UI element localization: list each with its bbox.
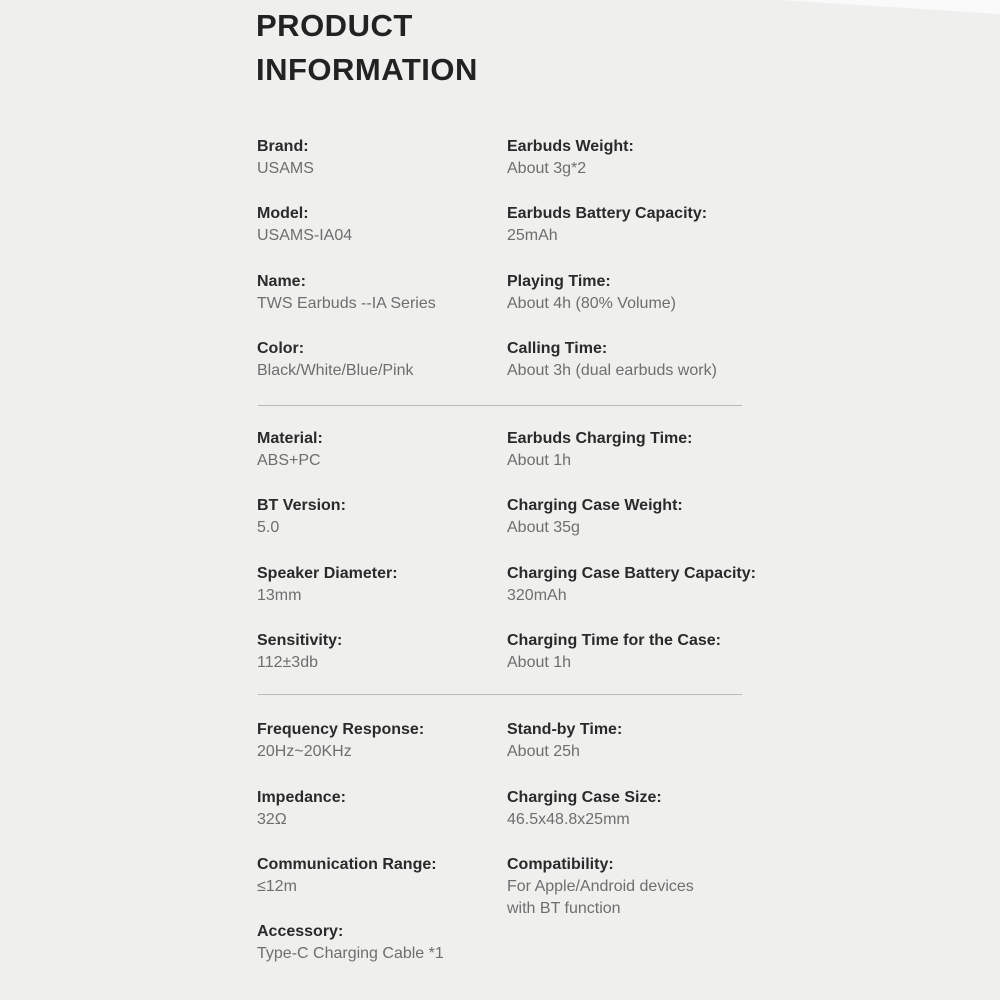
spec-name <box>257 271 436 315</box>
spec-value: About 3h (dual earbuds work) <box>507 362 717 379</box>
spec-communication-range <box>257 854 437 898</box>
spec-label: Sensitivity: <box>257 632 343 649</box>
spec-label: Earbuds Charging Time: <box>507 430 693 447</box>
spec-label: Playing Time: <box>507 273 611 290</box>
page-title-line-1: PRODUCT <box>256 8 413 43</box>
spec-label: Name: <box>257 273 306 290</box>
spec-label: Charging Case Weight: <box>507 497 683 514</box>
spec-accessory <box>257 921 444 965</box>
spec-value: 112±3db <box>257 654 318 671</box>
spec-charging-time-for-case <box>507 630 721 674</box>
spec-value: 320mAh <box>507 587 567 604</box>
spec-earbuds-charging-time <box>507 428 693 472</box>
spec-value: About 4h (80% Volume) <box>507 295 676 312</box>
spec-value: TWS Earbuds --IA Series <box>257 295 436 312</box>
spec-label: Earbuds Weight: <box>507 138 634 155</box>
spec-value: USAMS-IA04 <box>257 227 353 244</box>
spec-charging-case-weight <box>507 495 683 539</box>
spec-earbuds-battery-capacity <box>507 203 707 247</box>
spec-label: Material: <box>257 430 323 447</box>
spec-material <box>257 428 323 472</box>
spec-label: Color: <box>257 340 305 357</box>
spec-label: Frequency Response: <box>257 721 425 738</box>
section-divider <box>258 694 742 695</box>
spec-label: Charging Time for the Case: <box>507 632 721 649</box>
spec-label: Impedance: <box>257 789 346 806</box>
spec-charging-case-battery-capacity <box>507 563 756 607</box>
spec-bt-version <box>257 495 346 539</box>
spec-label: Calling Time: <box>507 340 608 357</box>
spec-value: About 1h <box>507 452 572 469</box>
spec-label: Model: <box>257 205 309 222</box>
spec-color <box>257 338 414 382</box>
spec-charging-case-size <box>507 787 662 831</box>
spec-value: 46.5x48.8x25mm <box>507 811 630 828</box>
spec-brand <box>257 136 314 180</box>
spec-impedance <box>257 787 346 831</box>
spec-value: 32Ω <box>257 811 287 828</box>
section-divider <box>258 405 742 406</box>
spec-compatibility <box>507 854 694 920</box>
spec-value: Type-C Charging Cable *1 <box>257 945 444 962</box>
spec-calling-time <box>507 338 717 382</box>
spec-label: Earbuds Battery Capacity: <box>507 205 708 222</box>
spec-value: 20Hz~20KHz <box>257 743 352 760</box>
spec-standby-time <box>507 719 622 763</box>
spec-value: 25mAh <box>507 227 558 244</box>
spec-label: Communication Range: <box>257 856 437 873</box>
spec-value: About 1h <box>507 654 572 671</box>
page-title-line-2: INFORMATION <box>256 52 478 87</box>
spec-earbuds-weight <box>507 136 634 180</box>
spec-value: About 35g <box>507 519 580 536</box>
spec-label: Charging Case Size: <box>507 789 662 806</box>
spec-label: Charging Case Battery Capacity: <box>507 565 756 582</box>
spec-sensitivity <box>257 630 342 674</box>
spec-label: Accessory: <box>257 923 344 940</box>
spec-label: Brand: <box>257 138 309 155</box>
spec-value: Black/White/Blue/Pink <box>257 362 414 379</box>
spec-value: USAMS <box>257 160 314 177</box>
spec-value: 13mm <box>257 587 302 604</box>
spec-playing-time <box>507 271 676 315</box>
corner-highlight <box>780 0 1000 14</box>
page-title <box>256 4 478 92</box>
spec-value: For Apple/Android devices with BT function <box>507 878 694 917</box>
spec-frequency-response <box>257 719 424 763</box>
spec-value: ≤12m <box>257 878 297 895</box>
spec-label: Compatibility: <box>507 856 614 873</box>
spec-value: About 3g*2 <box>507 160 587 177</box>
spec-value: 5.0 <box>257 519 280 536</box>
spec-label: Speaker Diameter: <box>257 565 398 582</box>
spec-value: ABS+PC <box>257 452 321 469</box>
spec-model <box>257 203 352 247</box>
spec-value: About 25h <box>507 743 580 760</box>
spec-label: BT Version: <box>257 497 346 514</box>
spec-speaker-diameter <box>257 563 398 607</box>
spec-label: Stand-by Time: <box>507 721 623 738</box>
